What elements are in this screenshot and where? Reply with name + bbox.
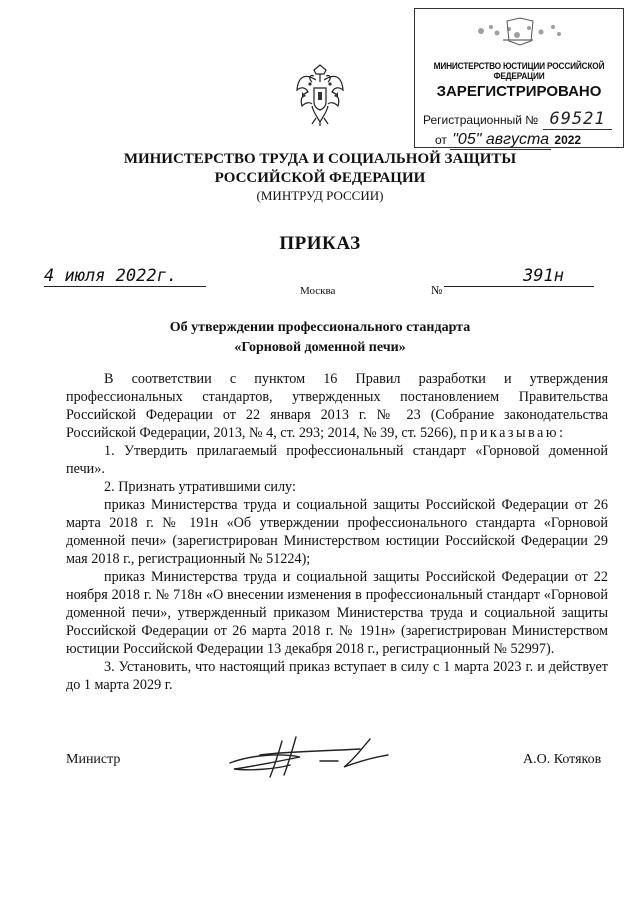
document-place: Москва — [300, 285, 336, 297]
stamp-status: ЗАРЕГИСТРИРОВАНО — [436, 83, 602, 100]
ministry-short-name: (МИНТРУД РОССИИ) — [256, 188, 384, 203]
document-title-line2: «Горновой доменной печи» — [234, 340, 406, 355]
handwritten-signature-icon — [220, 725, 410, 785]
stamp-registration-line — [423, 109, 612, 130]
ministry-name-line1: МИНИСТЕРСТВО ТРУДА И СОЦИАЛЬНОЙ ЗАЩИТЫ — [123, 151, 517, 167]
preamble-order-word: приказываю — [460, 425, 559, 441]
stamp-date-handwritten: "05" августа — [452, 131, 550, 148]
paragraph-item-3: 3. Установить, что настоящий приказ вступает в силу с 1 марта 2023 г. и действует до 1 марта 2029 г. — [66, 659, 608, 693]
document-date: 4 июля 2022г. — [44, 266, 206, 287]
document-number: 391н — [444, 266, 594, 287]
stamp-date-year: 2022 — [554, 133, 582, 147]
stamp-emblem-icon — [445, 17, 595, 47]
paragraph-preamble — [66, 370, 608, 442]
stamp-reg-number: 69521 — [543, 109, 611, 130]
paragraph-item-2: 2. Признать утратившими силу: — [104, 479, 296, 495]
stamp-ministry: МИНИСТЕРСТВО ЮСТИЦИИ РОССИЙСКОЙ ФЕДЕРАЦИИ — [433, 61, 605, 81]
stamp-date-prefix: от — [435, 133, 447, 147]
document-body — [66, 370, 608, 694]
paragraph-order-191n: приказ Министерства труда и социальной защиты Российской Федерации от 26 марта 2018 г. № 191н «Об утверждении профессионального стандарта «Горновой доменной печи» (зарегистрирован Министерством юстиции Российской Федерации 29 мая 2018 г., регистрационный № 51224); — [66, 497, 608, 567]
signatory-name: А.О. Котяков — [523, 752, 602, 767]
document-type: ПРИКАЗ — [279, 233, 361, 254]
ministry-name-line2: РОССИЙСКОЙ ФЕДЕРАЦИИ — [214, 170, 426, 186]
paragraph-order-718n: приказ Министерства труда и социальной защиты Российской Федерации от 22 ноября 2018 г. № 718н «О внесении изменения в профессиональный стандарт «Горновой доменной печи», утвержденный приказом Министерства труда и социальной защиты Российской Федерации от 26 марта 2018 г. № 191н» (зарегистрирован Министерством юстиции Российской Федерации 13 декабря 2018 г., регистрационный № 52997). — [66, 569, 608, 657]
stamp-date-line — [435, 131, 581, 150]
signatory-position: Министр — [66, 752, 121, 767]
document-title-line1: Об утверждении профессионального стандарта — [169, 320, 471, 335]
document-number-label: № — [431, 283, 443, 297]
preamble-text: В соответствии с пунктом 16 Правил разработки и утверждения профессиональных стандартов, утвержденных постановлением Правительства Российской Федерации от 22 января 2013 г. № 23 (Собрание законодательства Российской Федерации, 2013, № 4, ст. 293; 2014, № 39, ст. 5266), — [66, 371, 608, 441]
preamble-colon: : — [558, 425, 563, 441]
coat-of-arms-icon — [294, 62, 346, 128]
paragraph-item-1: 1. Утвердить прилагаемый профессиональный стандарт «Горновой доменной печи». — [66, 443, 608, 477]
registration-stamp — [414, 8, 624, 148]
stamp-reg-label: Регистрационный № — [423, 113, 539, 127]
